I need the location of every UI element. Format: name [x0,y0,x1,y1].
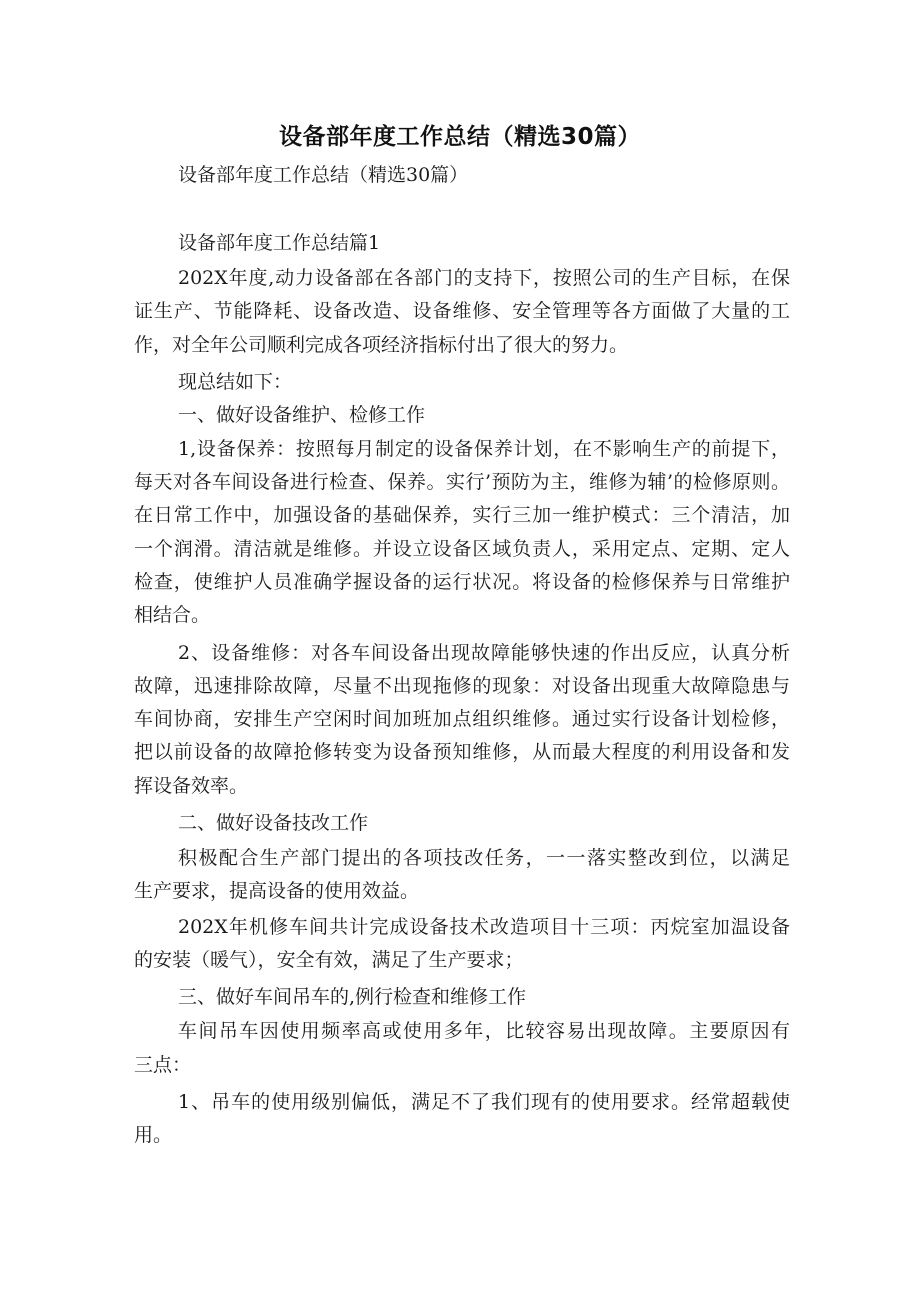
paragraph-line: 三、做好车间吊车的,例行检查和维修工作 [178,986,527,1008]
paragraph-line: 把以前设备的故障抢修转变为设备预知维修，从而最大程度的利用设备和发 [134,741,790,763]
paragraph-line: 1、吊车的使用级别偏低，满足不了我们现有的使用要求。经常超载使 [178,1091,790,1113]
paragraph-line: 设备部年度工作总结篇1 [178,232,381,254]
paragraph-line: 车间吊车因使用频率高或使用多年，比较容易出现故障。主要原因有 [178,1020,790,1042]
paragraph-line: 证生产、节能降耗、设备改造、设备维修、安全管理等各方面做了大量的工 [134,300,790,322]
paragraph-line: 二、做好设备技改工作 [178,812,369,834]
paragraph-line: 车间协商，安排生产空闲时间加班加点组织维修。通过实行设备计划检修， [134,708,790,730]
paragraph-line: 三点： [134,1054,192,1076]
paragraph-line: 生产要求，提高设备的使用效益。 [134,880,420,902]
paragraph-line: 2、设备维修：对各车间设备出现故障能够快速的作出反应，认真分析 [178,642,790,664]
paragraph-line: 挥设备效率。 [134,775,249,797]
paragraph-line: 积极配合生产部门提出的各项技改任务，一一落实整改到位，以满足 [178,847,790,869]
paragraph-line: 用。 [134,1124,173,1146]
paragraph-line: 设备部年度工作总结（精选30篇） [178,164,469,186]
paragraph-line: 1,设备保养：按照每月制定的设备保养计划，在不影响生产的前提下， [178,438,790,460]
paragraph-line: 的安装（暖气），安全有效，满足了生产要求； [134,949,524,971]
paragraph-line: 202X年机修车间共计完成设备技术改造项目十三项：丙烷室加温设备 [178,916,790,938]
paragraph-line: 作，对全年公司顺利完成各项经济指标付出了很大的努力。 [134,334,629,356]
paragraph-line: 在日常工作中，加强设备的基础保养，实行三加一维护模式：三个清洁，加 [134,504,790,526]
document-title: 设备部年度工作总结（精选30篇） [278,124,641,150]
paragraph-line: 一、做好设备维护、检修工作 [178,404,426,426]
paragraph-line: 现总结如下： [178,371,293,393]
paragraph-line: 202X年度,动力设备部在各部门的支持下，按照公司的生产目标，在保 [178,267,790,289]
paragraph-line: 每天对各车间设备进行检查、保养。实行’预防为主，维修为辅’的检修原则。 [134,471,790,493]
paragraph-line: 相结合。 [134,604,211,626]
paragraph-line: 故障，迅速排除故障，尽量不出现拖修的现象：对设备出现重大故障隐患与 [134,675,790,697]
paragraph-line: 一个润滑。清洁就是维修。并设立设备区域负责人，采用定点、定期、定人 [134,538,790,560]
paragraph-line: 检查，使维护人员准确学握设备的运行状况。将设备的检修保养与日常维护 [134,571,790,593]
